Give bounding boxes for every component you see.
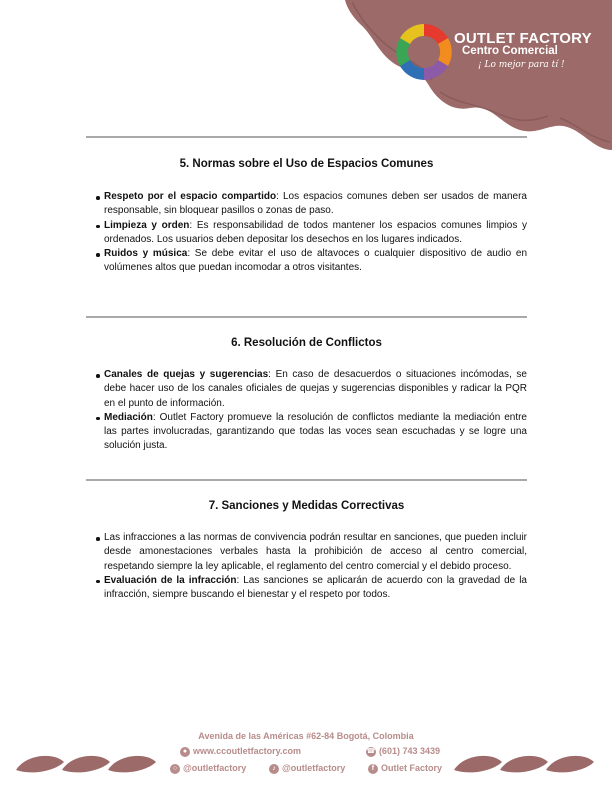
instagram-link[interactable]	[170, 763, 246, 774]
tiktok-icon: ♪	[269, 764, 279, 774]
item-heading: Canales de quejas y sugerencias	[104, 369, 269, 380]
header-shape	[345, 0, 612, 150]
phone-text: (601) 743 3439	[378, 746, 440, 756]
phone-contact[interactable]	[366, 746, 440, 757]
list-item	[104, 219, 527, 248]
item-text: : En caso de desacuerdos o situaciones incómodas, se debe hacer uso de los canales oficiales de quejas y sugerencias disponibles y radicar la PQR en el punto de información.	[104, 369, 527, 409]
item-heading: Limpieza y orden	[104, 219, 190, 231]
section-divider	[86, 479, 527, 481]
section-title: 6. Resolución de Conflictos	[231, 337, 382, 349]
list-item	[104, 190, 527, 219]
facebook-link[interactable]	[368, 763, 442, 774]
brand-logo-mark	[396, 24, 452, 80]
website-text: www.ccoutletfactory.com	[193, 746, 302, 756]
footer-leaves-left	[14, 748, 164, 778]
section-divider	[86, 136, 527, 138]
instagram-icon: ○	[170, 764, 180, 774]
section-list	[104, 531, 527, 602]
footer-contacts	[180, 746, 440, 757]
item-text: : Es responsabilidad de todos mantener los espacios comunes limpios y ordenados. Los usuarios deben depositar los desechos en los lugares indicados.	[104, 219, 528, 245]
list-item	[104, 574, 527, 603]
tiktok-link[interactable]	[269, 763, 345, 774]
footer-social	[170, 763, 442, 774]
section-title: 5. Normas sobre el Uso de Espacios Comunes	[179, 158, 434, 170]
section-list	[104, 368, 527, 454]
phone-icon: ☎	[366, 747, 376, 755]
footer-address: Avenida de las Américas #62-84 Bogotá, Colombia	[198, 731, 414, 741]
item-text: : Las sanciones se aplicarán de acuerdo con la gravedad de la infracción, siempre buscando el bienestar y el respeto por todos.	[104, 574, 527, 601]
item-heading: Evaluación de la infracción	[104, 574, 237, 586]
section-divider	[86, 316, 527, 318]
list-item	[104, 368, 527, 411]
instagram-text: @outletfactory	[183, 763, 247, 773]
brand-subtitle: Centro Comercial	[462, 45, 558, 57]
facebook-text: Outlet Factory	[380, 763, 442, 773]
section-list	[104, 190, 527, 276]
section-title: 7. Sanciones y Medidas Correctivas	[208, 500, 405, 512]
tiktok-text: @outletfactory	[281, 763, 346, 773]
facebook-icon: f	[368, 764, 378, 774]
website-link[interactable]	[180, 746, 301, 757]
brand-name: OUTLET FACTORY	[454, 30, 592, 47]
list-item	[104, 531, 527, 574]
brand-tagline: ¡ Lo mejor para tí !	[478, 60, 565, 70]
item-heading: Respeto por el espacio compartido	[104, 191, 277, 202]
item-heading: Mediación	[104, 411, 153, 423]
globe-icon: ●	[180, 747, 190, 757]
list-item	[104, 247, 527, 276]
list-item	[104, 411, 527, 454]
footer-leaves-right	[452, 748, 602, 778]
item-text: : Los espacios comunes deben ser usados de manera responsable, sin bloquear pasillos o zonas de paso.	[104, 191, 527, 217]
item-text: : Outlet Factory promueve la resolución de conflictos mediante la mediación entre las partes involucradas, garantizando que todas las voces sean escuchadas y se logre una solución justa.	[104, 411, 527, 452]
item-heading: Ruidos y música	[104, 248, 188, 260]
item-text: Las infracciones a las normas de convivencia podrán resultar en sanciones, que pueden incluir desde amonestaciones verbales hasta la prohibición de acceso al centro comercial, respetando siempre la ley aplicable, el reglamento del centro comercial y el debido proceso.	[104, 532, 527, 572]
item-text: : Se debe evitar el uso de altavoces o cualquier dispositivo de audio en volúmenes altos que puedan incomodar a otros visitantes.	[104, 248, 528, 274]
